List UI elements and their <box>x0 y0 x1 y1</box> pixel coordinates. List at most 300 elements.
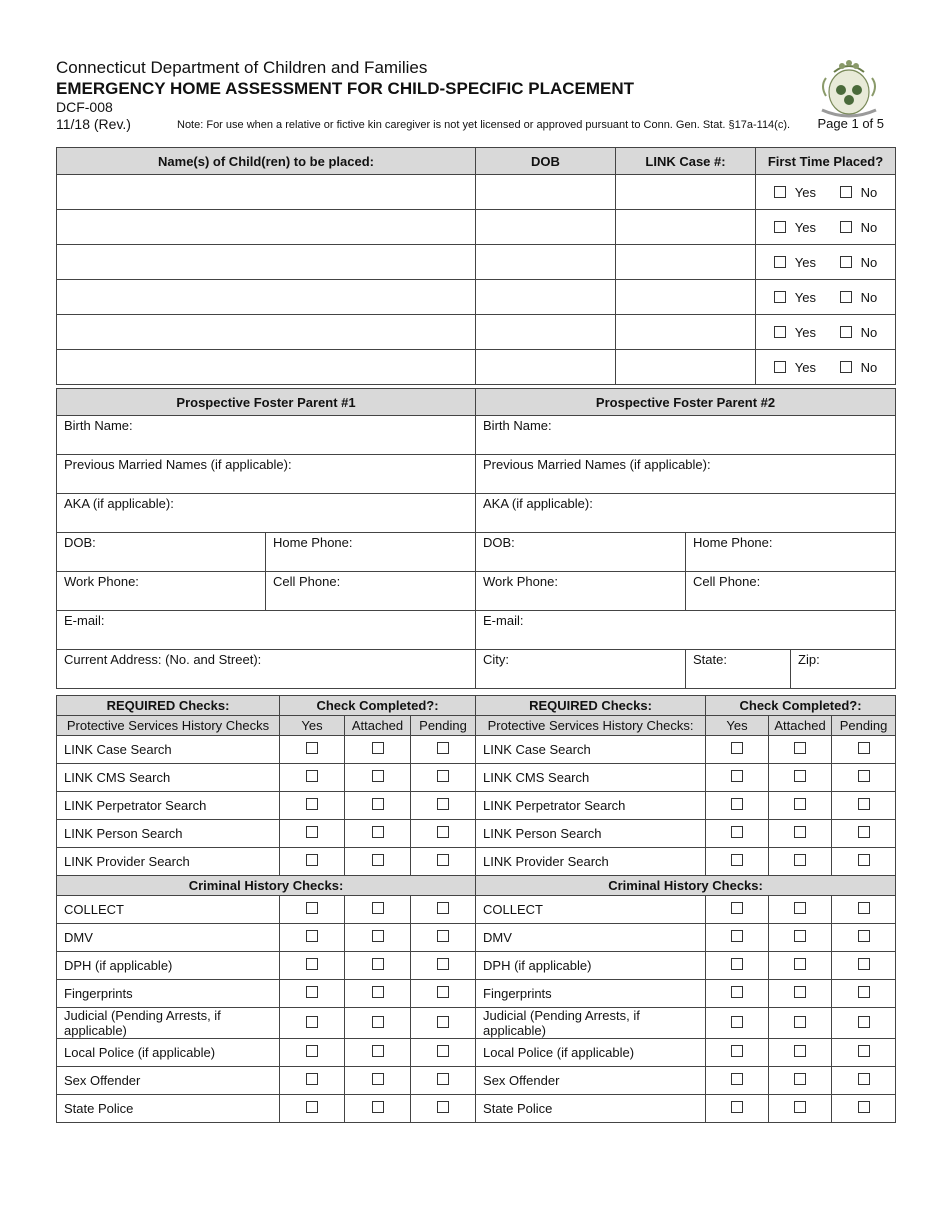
p1-address-label: Current Address: (No. and Street): <box>64 652 262 667</box>
child-name-field[interactable] <box>57 315 476 350</box>
child-row <box>57 210 896 245</box>
attached-checkbox[interactable] <box>372 930 384 942</box>
no-checkbox[interactable] <box>840 361 852 373</box>
pending-checkbox[interactable] <box>858 1073 870 1085</box>
check-item-label: Local Police (if applicable) <box>476 1039 706 1067</box>
p2-city-field[interactable] <box>476 650 686 689</box>
yes-checkbox[interactable] <box>731 1016 743 1028</box>
p1-address-field[interactable] <box>57 650 476 689</box>
yes-label: Yes <box>794 324 816 340</box>
check-item-label: DMV <box>476 924 706 952</box>
attached-checkbox[interactable] <box>372 1101 384 1113</box>
col-child-names: Name(s) of Child(ren) to be placed: <box>57 148 476 175</box>
check-cell <box>345 1095 411 1123</box>
p1-birth-name-label: Birth Name: <box>64 418 133 433</box>
p1-work-phone-label: Work Phone: <box>64 574 139 589</box>
check-item-label: LINK CMS Search <box>476 764 706 792</box>
p2-state-label: State: <box>693 652 727 667</box>
child-link-field[interactable] <box>616 280 756 315</box>
check-cell <box>706 792 769 820</box>
check-row <box>57 848 896 876</box>
check-item-label: LINK Case Search <box>57 736 280 764</box>
check-item-label: Judicial (Pending Arrests, if applicable) <box>476 1008 706 1039</box>
yes-checkbox[interactable] <box>731 986 743 998</box>
yes-checkbox[interactable] <box>774 291 786 303</box>
p1-prev-names-field[interactable] <box>57 455 476 494</box>
child-link-field[interactable] <box>616 175 756 210</box>
pending-checkbox[interactable] <box>858 854 870 866</box>
revision-date: 11/18 (Rev.) <box>56 116 131 132</box>
no-label: No <box>860 219 878 235</box>
check-cell <box>832 848 896 876</box>
pending-checkbox[interactable] <box>858 826 870 838</box>
form-header <box>56 58 896 133</box>
check-cell <box>832 1008 896 1039</box>
check-cell <box>706 952 769 980</box>
p2-dob-field[interactable] <box>476 533 686 572</box>
pending-checkbox[interactable] <box>437 958 449 970</box>
check-item-label: LINK Provider Search <box>57 848 280 876</box>
no-label: No <box>860 289 878 305</box>
check-row <box>57 764 896 792</box>
attached-checkbox[interactable] <box>372 1016 384 1028</box>
required-checks-table <box>56 695 896 1123</box>
attached-checkbox[interactable] <box>794 1101 806 1113</box>
yes-checkbox[interactable] <box>731 1101 743 1113</box>
check-row <box>57 1008 896 1039</box>
check-cell <box>706 848 769 876</box>
yes-checkbox[interactable] <box>774 186 786 198</box>
check-cell <box>280 1095 345 1123</box>
foster-parent-1-title: Prospective Foster Parent #1 <box>57 389 476 416</box>
check-item-label: Sex Offender <box>57 1067 280 1095</box>
ps-checks-body <box>57 736 896 876</box>
child-link-field[interactable] <box>616 210 756 245</box>
check-item-label: COLLECT <box>476 896 706 924</box>
child-dob-field[interactable] <box>476 350 616 385</box>
child-name-field[interactable] <box>57 350 476 385</box>
check-cell <box>769 1095 832 1123</box>
pending-checkbox[interactable] <box>437 902 449 914</box>
yes-label: Yes <box>794 254 816 270</box>
p2-city-label: City: <box>483 652 510 667</box>
yes-label: Yes <box>794 359 816 375</box>
p2-birth-name-field[interactable] <box>476 416 896 455</box>
check-cell <box>769 1008 832 1039</box>
p2-dob-label: DOB: <box>483 535 515 550</box>
pending-checkbox[interactable] <box>437 1016 449 1028</box>
attached-checkbox[interactable] <box>372 1073 384 1085</box>
yes-checkbox[interactable] <box>731 958 743 970</box>
pending-checkbox[interactable] <box>858 1016 870 1028</box>
attached-checkbox[interactable] <box>372 1045 384 1057</box>
pending-checkbox[interactable] <box>858 902 870 914</box>
p2-cell-phone-label: Cell Phone: <box>693 574 761 589</box>
check-cell <box>832 820 896 848</box>
check-cell <box>280 764 345 792</box>
attached-checkbox[interactable] <box>794 742 806 754</box>
child-name-field[interactable] <box>57 210 476 245</box>
child-row <box>57 315 896 350</box>
p1-yes-header: Yes <box>280 716 345 736</box>
agency-name: Connecticut Department of Children and Families <box>56 58 428 77</box>
check-cell <box>280 952 345 980</box>
yes-checkbox[interactable] <box>306 930 318 942</box>
p2-pending-header: Pending <box>832 716 896 736</box>
p1-check-completed-header: Check Completed?: <box>280 696 476 716</box>
check-item-label: DPH (if applicable) <box>476 952 706 980</box>
no-checkbox[interactable] <box>840 221 852 233</box>
yes-checkbox[interactable] <box>731 1073 743 1085</box>
yes-checkbox[interactable] <box>306 798 318 810</box>
pending-checkbox[interactable] <box>437 930 449 942</box>
yes-checkbox[interactable] <box>306 770 318 782</box>
check-row <box>57 1039 896 1067</box>
yes-checkbox[interactable] <box>306 1073 318 1085</box>
p2-required-checks-header: REQUIRED Checks: <box>476 696 706 716</box>
attached-checkbox[interactable] <box>794 1045 806 1057</box>
check-cell <box>345 736 411 764</box>
yes-checkbox[interactable] <box>731 902 743 914</box>
check-item-label: LINK CMS Search <box>57 764 280 792</box>
p1-pending-header: Pending <box>411 716 476 736</box>
pending-checkbox[interactable] <box>437 826 449 838</box>
p2-birth-name-label: Birth Name: <box>483 418 552 433</box>
check-cell <box>769 980 832 1008</box>
attached-checkbox[interactable] <box>372 986 384 998</box>
attached-checkbox[interactable] <box>794 770 806 782</box>
col-first-time-placed: First Time Placed? <box>756 148 896 175</box>
p1-aka-label: AKA (if applicable): <box>64 496 174 511</box>
check-cell <box>280 792 345 820</box>
check-cell <box>411 764 476 792</box>
yes-checkbox[interactable] <box>731 930 743 942</box>
check-item-label: LINK Case Search <box>476 736 706 764</box>
check-cell <box>345 848 411 876</box>
check-cell <box>280 848 345 876</box>
check-row <box>57 924 896 952</box>
p1-birth-name-field[interactable] <box>57 416 476 455</box>
no-checkbox[interactable] <box>840 291 852 303</box>
check-cell <box>832 764 896 792</box>
pending-checkbox[interactable] <box>858 798 870 810</box>
pending-checkbox[interactable] <box>858 986 870 998</box>
check-cell <box>345 792 411 820</box>
col-dob: DOB <box>476 148 616 175</box>
no-label: No <box>860 254 878 270</box>
check-cell <box>769 924 832 952</box>
p1-criminal-header: Criminal History Checks: <box>57 876 476 896</box>
p1-email-field[interactable] <box>57 611 476 650</box>
p2-state-field[interactable] <box>686 650 791 689</box>
check-cell <box>411 820 476 848</box>
check-cell <box>769 896 832 924</box>
p2-yes-header: Yes <box>706 716 769 736</box>
attached-checkbox[interactable] <box>794 958 806 970</box>
check-cell <box>832 952 896 980</box>
no-checkbox[interactable] <box>840 326 852 338</box>
check-row <box>57 1067 896 1095</box>
check-cell <box>411 980 476 1008</box>
check-cell <box>280 896 345 924</box>
p2-zip-label: Zip: <box>798 652 820 667</box>
yes-checkbox[interactable] <box>774 326 786 338</box>
check-item-label: LINK Perpetrator Search <box>476 792 706 820</box>
yes-checkbox[interactable] <box>774 361 786 373</box>
check-item-label: State Police <box>476 1095 706 1123</box>
pending-checkbox[interactable] <box>858 742 870 754</box>
p2-email-field[interactable] <box>476 611 896 650</box>
pending-checkbox[interactable] <box>437 770 449 782</box>
no-label: No <box>860 324 878 340</box>
check-cell <box>280 820 345 848</box>
child-row <box>57 280 896 315</box>
check-cell <box>706 1039 769 1067</box>
col-link-case: LINK Case #: <box>616 148 756 175</box>
check-cell <box>345 952 411 980</box>
form-note: Note: For use when a relative or fictive kin caregiver is not yet licensed or approved pursuant to Conn. Gen. Stat. §17a-114(c). <box>177 119 791 131</box>
p2-criminal-header: Criminal History Checks: <box>476 876 896 896</box>
p2-zip-field[interactable] <box>791 650 896 689</box>
child-name-field[interactable] <box>57 175 476 210</box>
yes-checkbox[interactable] <box>731 1045 743 1057</box>
attached-checkbox[interactable] <box>372 770 384 782</box>
check-cell <box>706 1008 769 1039</box>
yes-checkbox[interactable] <box>306 986 318 998</box>
no-checkbox[interactable] <box>840 186 852 198</box>
check-cell <box>832 896 896 924</box>
check-cell <box>832 1067 896 1095</box>
p1-attached-header: Attached <box>345 716 411 736</box>
check-cell <box>769 952 832 980</box>
check-cell <box>411 896 476 924</box>
check-cell <box>411 1008 476 1039</box>
check-cell <box>769 820 832 848</box>
check-cell <box>706 1067 769 1095</box>
yes-checkbox[interactable] <box>306 1101 318 1113</box>
p1-prev-names-label: Previous Married Names (if applicable): <box>64 457 292 472</box>
attached-checkbox[interactable] <box>372 798 384 810</box>
check-cell <box>706 764 769 792</box>
p1-required-checks-header: REQUIRED Checks: <box>57 696 280 716</box>
check-cell <box>769 1039 832 1067</box>
child-dob-field[interactable] <box>476 315 616 350</box>
pending-checkbox[interactable] <box>437 854 449 866</box>
check-cell <box>832 1095 896 1123</box>
yes-checkbox[interactable] <box>306 826 318 838</box>
p2-aka-field[interactable] <box>476 494 896 533</box>
p2-work-phone-field[interactable] <box>476 572 686 611</box>
p2-cell-phone-field[interactable] <box>686 572 896 611</box>
check-cell <box>832 1039 896 1067</box>
check-item-label: LINK Provider Search <box>476 848 706 876</box>
pending-checkbox[interactable] <box>858 930 870 942</box>
check-cell <box>769 848 832 876</box>
pending-checkbox[interactable] <box>437 798 449 810</box>
yes-checkbox[interactable] <box>731 826 743 838</box>
check-item-label: DMV <box>57 924 280 952</box>
p1-psh-header: Protective Services History Checks <box>57 716 280 736</box>
attached-checkbox[interactable] <box>372 854 384 866</box>
check-cell <box>411 792 476 820</box>
attached-checkbox[interactable] <box>372 958 384 970</box>
attached-checkbox[interactable] <box>372 742 384 754</box>
p2-prev-names-label: Previous Married Names (if applicable): <box>483 457 711 472</box>
child-dob-field[interactable] <box>476 210 616 245</box>
check-cell <box>280 1039 345 1067</box>
yes-checkbox[interactable] <box>774 256 786 268</box>
child-row <box>57 350 896 385</box>
check-cell <box>769 1067 832 1095</box>
p1-home-phone-field[interactable] <box>266 533 476 572</box>
check-item-label: LINK Person Search <box>476 820 706 848</box>
p1-cell-phone-field[interactable] <box>266 572 476 611</box>
check-cell <box>280 1008 345 1039</box>
check-cell <box>832 736 896 764</box>
check-cell <box>411 1039 476 1067</box>
pending-checkbox[interactable] <box>437 1045 449 1057</box>
yes-checkbox[interactable] <box>306 958 318 970</box>
pending-checkbox[interactable] <box>858 958 870 970</box>
check-cell <box>345 980 411 1008</box>
attached-checkbox[interactable] <box>794 930 806 942</box>
check-cell <box>280 924 345 952</box>
page-number: Page 1 of 5 <box>817 116 884 131</box>
child-name-field[interactable] <box>57 245 476 280</box>
check-cell <box>832 980 896 1008</box>
attached-checkbox[interactable] <box>372 826 384 838</box>
p1-home-phone-label: Home Phone: <box>273 535 353 550</box>
pending-checkbox[interactable] <box>858 770 870 782</box>
check-item-label: DPH (if applicable) <box>57 952 280 980</box>
child-link-field[interactable] <box>616 315 756 350</box>
check-row <box>57 896 896 924</box>
attached-checkbox[interactable] <box>794 1016 806 1028</box>
p2-prev-names-field[interactable] <box>476 455 896 494</box>
check-row <box>57 980 896 1008</box>
check-item-label: LINK Person Search <box>57 820 280 848</box>
check-cell <box>832 924 896 952</box>
p1-aka-field[interactable] <box>57 494 476 533</box>
check-cell <box>345 764 411 792</box>
check-cell <box>345 820 411 848</box>
p2-aka-label: AKA (if applicable): <box>483 496 593 511</box>
check-cell <box>832 792 896 820</box>
attached-checkbox[interactable] <box>794 798 806 810</box>
check-cell <box>411 952 476 980</box>
yes-label: Yes <box>794 184 816 200</box>
pending-checkbox[interactable] <box>437 1073 449 1085</box>
check-item-label: Local Police (if applicable) <box>57 1039 280 1067</box>
check-cell <box>345 1039 411 1067</box>
check-item-label: Sex Offender <box>476 1067 706 1095</box>
yes-checkbox[interactable] <box>306 742 318 754</box>
child-row <box>57 175 896 210</box>
p1-dob-field[interactable] <box>57 533 266 572</box>
pending-checkbox[interactable] <box>437 742 449 754</box>
no-label: No <box>860 184 878 200</box>
attached-checkbox[interactable] <box>794 854 806 866</box>
state-seal-icon <box>812 56 886 120</box>
no-checkbox[interactable] <box>840 256 852 268</box>
yes-checkbox[interactable] <box>306 1045 318 1057</box>
foster-parent-2-title: Prospective Foster Parent #2 <box>476 389 896 416</box>
yes-checkbox[interactable] <box>306 854 318 866</box>
yes-checkbox[interactable] <box>731 798 743 810</box>
attached-checkbox[interactable] <box>794 826 806 838</box>
p2-work-phone-label: Work Phone: <box>483 574 558 589</box>
check-row <box>57 820 896 848</box>
child-name-field[interactable] <box>57 280 476 315</box>
check-cell <box>345 1008 411 1039</box>
yes-checkbox[interactable] <box>774 221 786 233</box>
yes-label: Yes <box>794 219 816 235</box>
attached-checkbox[interactable] <box>794 1073 806 1085</box>
form-title: EMERGENCY HOME ASSESSMENT FOR CHILD-SPECIFIC PLACEMENT <box>56 79 635 98</box>
check-item-label: LINK Perpetrator Search <box>57 792 280 820</box>
attached-checkbox[interactable] <box>372 902 384 914</box>
check-cell <box>769 792 832 820</box>
check-cell <box>345 896 411 924</box>
check-cell <box>345 1067 411 1095</box>
pending-checkbox[interactable] <box>437 986 449 998</box>
yes-checkbox[interactable] <box>731 854 743 866</box>
check-cell <box>280 1067 345 1095</box>
pending-checkbox[interactable] <box>858 1045 870 1057</box>
revision-row <box>56 115 896 133</box>
check-item-label: Fingerprints <box>476 980 706 1008</box>
yes-checkbox[interactable] <box>731 770 743 782</box>
check-cell <box>769 736 832 764</box>
child-dob-field[interactable] <box>476 175 616 210</box>
child-row <box>57 245 896 280</box>
p2-attached-header: Attached <box>769 716 832 736</box>
check-cell <box>345 924 411 952</box>
check-cell <box>706 1095 769 1123</box>
child-link-field[interactable] <box>616 245 756 280</box>
foster-parents-table <box>56 388 896 689</box>
check-row <box>57 1095 896 1123</box>
check-cell <box>411 848 476 876</box>
p1-work-phone-field[interactable] <box>57 572 266 611</box>
criminal-checks-body <box>57 896 896 1123</box>
yes-checkbox[interactable] <box>731 742 743 754</box>
attached-checkbox[interactable] <box>794 986 806 998</box>
check-cell <box>769 764 832 792</box>
check-cell <box>706 980 769 1008</box>
child-dob-field[interactable] <box>476 280 616 315</box>
yes-checkbox[interactable] <box>306 902 318 914</box>
p2-email-label: E-mail: <box>483 613 524 628</box>
pending-checkbox[interactable] <box>437 1101 449 1113</box>
p2-home-phone-field[interactable] <box>686 533 896 572</box>
attached-checkbox[interactable] <box>794 902 806 914</box>
check-item-label: State Police <box>57 1095 280 1123</box>
pending-checkbox[interactable] <box>858 1101 870 1113</box>
child-link-field[interactable] <box>616 350 756 385</box>
check-row <box>57 952 896 980</box>
p2-psh-header: Protective Services History Checks: <box>476 716 706 736</box>
child-dob-field[interactable] <box>476 245 616 280</box>
check-row <box>57 736 896 764</box>
check-item-label: Judicial (Pending Arrests, if applicable) <box>57 1008 280 1039</box>
p1-dob-label: DOB: <box>64 535 96 550</box>
check-cell <box>280 736 345 764</box>
check-cell <box>706 896 769 924</box>
yes-checkbox[interactable] <box>306 1016 318 1028</box>
check-cell <box>411 1067 476 1095</box>
p1-cell-phone-label: Cell Phone: <box>273 574 341 589</box>
